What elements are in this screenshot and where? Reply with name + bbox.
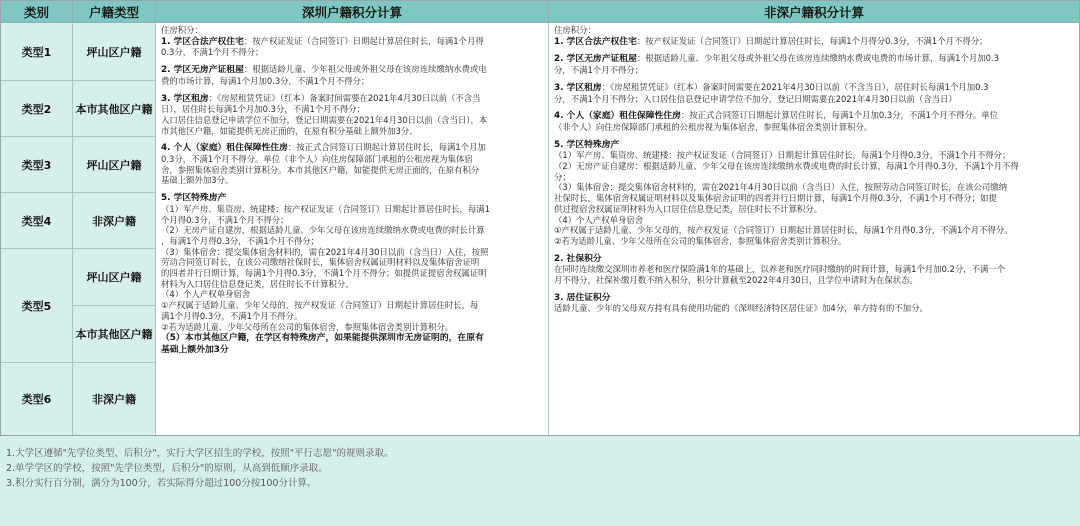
content-text: 0.3分，不满1个月不得分。单位（非个人）向住房保障部门承租的公租房视为集体宿	[161, 154, 473, 165]
content-line	[161, 311, 543, 322]
content-line	[554, 94, 1074, 105]
content-text: ：《房屋租赁凭证》（红本）备案时间需要在2021年4月30日以前（不含当日），居住时长每满1个月加0.3	[601, 81, 989, 92]
header-category: 类别	[1, 1, 73, 23]
content-text: 社保时长，集体宿舍权属证明材料以及集体宿舍证明的四者并行日期计算，每满1个月得0.3分，不满1个月不得分；如提	[554, 193, 997, 204]
content-text: ：按正式合同签订日期起计算居住时长，每满1个月加0.3分，不满1个月不得分。单位	[680, 110, 998, 121]
content-text: 费的市场计算，每满1个月加0.3分，不满1个月不得分；	[161, 75, 370, 86]
content-heading: 3. 学区租房	[554, 82, 602, 93]
content-text: 满1个月得0.3分，不满1个月不得分。	[161, 310, 303, 321]
content-line	[161, 300, 543, 311]
category-cell: 类型5	[1, 249, 73, 363]
content-text: ：《房屋租赁凭证》（红本）备案时间需要在2021年4月30日以前（不含当	[208, 92, 481, 103]
content-text: ①产权属于适龄儿童、少年父母的，按产权发证（合同签订）日期起计算居住时长，每	[161, 300, 479, 311]
content-text: ②若为适龄儿童、少年父母所在公司的集体宿舍，参照集体宿舍类别计算积分。	[161, 321, 454, 332]
content-text: 日），居住时长每满1个月加0.3分，不满1个月不得分；	[161, 104, 366, 115]
hukou-type-cell: 非深户籍	[73, 193, 156, 249]
content-heading: （5）本市其他区户籍，在学区有特殊房产，如果能提供深圳市无房证明的，在原有	[161, 333, 484, 344]
content-text: 供过提宿舍权属证明材料为入口居住信息登记类，居住时长不计算积分。	[554, 203, 822, 214]
content-line	[554, 253, 1074, 265]
content-line	[161, 165, 543, 176]
content-line	[161, 332, 543, 344]
content-heading: 1. 学区合法产权住宅	[161, 36, 244, 47]
category-cell: 类型4	[1, 193, 73, 249]
content-heading: 4. 个人（家庭）租住保障性住房	[554, 111, 681, 122]
content-text: 分，不满1个月不得分；入口居住信息登记申请学位不加分，登记日期需要在2021年4月30日以前（含当日）	[554, 93, 957, 104]
content-line	[161, 268, 543, 279]
content-line	[554, 225, 1074, 236]
content-heading: 5. 学区特殊房产	[161, 193, 227, 204]
content-text: （3）集体宿舍：提交集体宿舍材料的，需在2021年4月30日以前（含当日）入住，按照	[161, 246, 489, 257]
content-text: 舍，参照集体宿舍类别计算积分。本市其他区户籍，如能提供无房正面的，在原有积分	[161, 164, 480, 175]
content-line	[161, 247, 543, 258]
content-text: （1）军产房、集资房、统建楼：按产权证发证（合同签订）日期起计算居住时长，每满1个月得0.3分，不满1个月不得分；	[554, 150, 1011, 161]
content-line	[554, 25, 1074, 36]
content-line	[161, 93, 543, 105]
content-line	[554, 53, 1074, 65]
content-text: ，每满1个月得0.3分，不满1个月不得分；	[161, 235, 319, 246]
hukou-type-cell: 本市其他区户籍	[73, 81, 156, 137]
content-line	[554, 65, 1074, 76]
nonsz-points-content	[549, 23, 1079, 435]
content-line	[161, 175, 543, 186]
content-line	[161, 322, 543, 333]
content-heading: 3. 居住证积分	[554, 292, 611, 303]
content-line	[161, 154, 543, 165]
category-cell: 类型1	[1, 23, 73, 81]
content-text: ：根据适龄儿童、少年祖父母或外祖父母在该房连续缴纳水费或电费的市场计算，每满1个月加0.3	[636, 53, 999, 64]
content-text: 0.3分，不满1个月不得分；	[161, 47, 264, 58]
category-cell: 类型2	[1, 81, 73, 137]
content-line	[554, 204, 1074, 215]
content-heading: 2. 学区无房产证租屋	[161, 65, 244, 76]
content-text: 住房积分：	[554, 25, 596, 35]
content-text: 分，不满1个月不得分；	[554, 65, 644, 76]
header-nonsz-points: 非深户籍积分计算	[549, 1, 1079, 23]
notes-panel	[0, 436, 1080, 526]
content-line	[161, 25, 543, 36]
header-sz-points: 深圳户籍积分计算	[156, 1, 549, 23]
content-line	[554, 161, 1074, 172]
content-line	[161, 279, 543, 290]
note-line: 2.单学学区的学校，按照"先学位类型，后积分"的原则，从高到低顺序录取。	[6, 463, 328, 474]
content-line	[554, 236, 1074, 247]
content-text: ①产权属于适龄儿童、少年父母的，按产权发证（合同签订）日期起计算居住时长，每满1个月得0.3分，不满1个月不得分。	[554, 225, 1013, 236]
content-text: 基础上额外加3分。	[161, 175, 234, 186]
content-line	[161, 257, 543, 268]
content-text: 月不得分，社保补缴月数不纳入积分，积分计算截至2022年4月30日，且学位申请时为在保状态。	[554, 275, 918, 286]
content-line	[554, 150, 1074, 161]
content-text: 住房积分：	[161, 25, 203, 35]
hukou-type-cell: 本市其他区户籍	[73, 306, 156, 363]
category-cell: 类型3	[1, 137, 73, 193]
content-text: （非个人）向住房保障部门承租的公租房视为集体宿舍，参照集体宿舍类别计算积分。	[554, 121, 873, 132]
content-text: （4）个人产权单身宿舍	[161, 289, 251, 300]
note-line: 3.积分实行百分制，满分为100分，若实际得分超过100分按100分计算。	[6, 478, 317, 489]
content-line	[554, 193, 1074, 204]
content-text: ：按产权证发证（合同签订）日期起计算居住时长，每满1个月得分0.3分，不满1个月不得分；	[636, 35, 988, 46]
category-cell: 类型6	[1, 363, 73, 435]
content-line	[554, 82, 1074, 94]
content-line	[554, 292, 1074, 304]
content-heading: 2. 学区无房产证租屋	[554, 54, 637, 65]
content-text: 个月得0.3分，不满1个月不得分；	[161, 214, 289, 225]
content-line	[554, 172, 1074, 183]
content-text: 市其他区户籍，如能提供无房正面的，在原有积分基础上额外加3分。	[161, 125, 418, 136]
hukou-type-cell: 坪山区户籍	[73, 137, 156, 193]
content-line	[161, 344, 543, 356]
content-line	[161, 225, 543, 236]
content-line	[161, 215, 543, 226]
content-line	[161, 76, 543, 87]
content-line	[554, 264, 1074, 275]
content-line	[161, 126, 543, 137]
content-line	[554, 275, 1074, 286]
content-heading: 3. 学区租房	[161, 93, 209, 104]
content-line	[554, 36, 1074, 48]
content-heading: 2. 社保积分	[554, 253, 602, 264]
note-line: 1.大学区遵循"先学位类型、后积分"，实行大学区招生的学校，按照"平行志愿"的规则录取。	[6, 448, 394, 459]
content-line	[161, 142, 543, 154]
content-line	[161, 64, 543, 76]
content-text: （2）无房产证自建房，根据适龄儿童、少年父母在该房连续缴纳水费或电费的时长计算	[161, 225, 485, 236]
content-line	[161, 115, 543, 126]
content-text: 劳动合同签订时长，在该公司缴纳社保时长，集体宿舍权属证明材料以及集体宿舍证明	[161, 257, 480, 268]
content-text: （1）军产房、集资房、统建楼：按产权证发证（合同签订）日期起计算居住时长，每满1	[161, 203, 490, 214]
content-text: ：根据适龄儿童、少年祖父母或外祖父母在该房连续缴纳水费或电	[243, 64, 487, 75]
content-heading: 1. 学区合法产权住宅	[554, 36, 637, 47]
content-heading: 4. 个人（家庭）租住保障性住房	[161, 143, 288, 154]
content-line	[554, 215, 1074, 226]
content-line	[554, 182, 1074, 193]
content-line	[161, 204, 543, 215]
content-text: ：按正式合同签订日期起计算居住时长，每满1个月加	[287, 142, 486, 153]
content-text: 入口居住信息登记申请学位不加分，登记日期需要在2021年4月30日以前（含当日），本	[161, 114, 488, 125]
content-line	[554, 110, 1074, 122]
content-heading: 5. 学区特殊房产	[554, 139, 620, 150]
content-line	[554, 139, 1074, 151]
sz-points-content	[156, 23, 549, 435]
hukou-type-cell: 坪山区户籍	[73, 249, 156, 306]
content-line	[161, 236, 543, 247]
content-line	[161, 104, 543, 115]
content-line	[161, 192, 543, 204]
hukou-type-cell: 坪山区户籍	[73, 23, 156, 81]
content-line	[554, 303, 1074, 314]
content-text: 的四者并行日期计算，每满1个月得0.3分，不满1个月不得分；如提供证提宿舍权属证明	[161, 268, 487, 279]
header-hukou-type: 户籍类型	[73, 1, 156, 23]
content-text: ：按产权证发证（合同签订）日期起计算居住时长，每满1个月得	[243, 35, 484, 46]
content-text: （4）个人产权单身宿舍	[554, 214, 644, 225]
content-text: ②若为适龄儿童、少年父母所在公司的集体宿舍，参照集体宿舍类别计算积分。	[554, 235, 847, 246]
content-heading: 基础上额外加3分	[161, 344, 229, 355]
content-text: 分；	[554, 171, 571, 182]
content-text: （2）无房产证自建房：根据适龄儿童、少年父母在该房连续缴纳水费或电费的时长计算，每满1个月得0.3分，不满1个月不得	[554, 161, 1019, 172]
content-line	[161, 47, 543, 58]
content-text: 适龄儿童、少年的父母双方持有具有使用功能的《深圳经济特区居住证》加4分，单方持有的不加分。	[554, 303, 928, 314]
content-text: 在同时连续缴交深圳市养老和医疗保险满1年的基础上，以养老和医疗同时缴纳的时间计算，每满1个月加0.2分，不满一个	[554, 264, 1006, 275]
content-text: （3）集体宿舍：提交集体宿舍材料的，需在2021年4月30日以前（含当日）入住，按照劳动合同签订时长，在该公司缴纳	[554, 182, 1007, 193]
content-line	[554, 122, 1074, 133]
hukou-type-cell: 非深户籍	[73, 363, 156, 435]
content-text: 材料为入口居住信息登记类，居住时长不计算积分。	[161, 278, 354, 289]
content-line	[161, 36, 543, 48]
content-line	[161, 289, 543, 300]
